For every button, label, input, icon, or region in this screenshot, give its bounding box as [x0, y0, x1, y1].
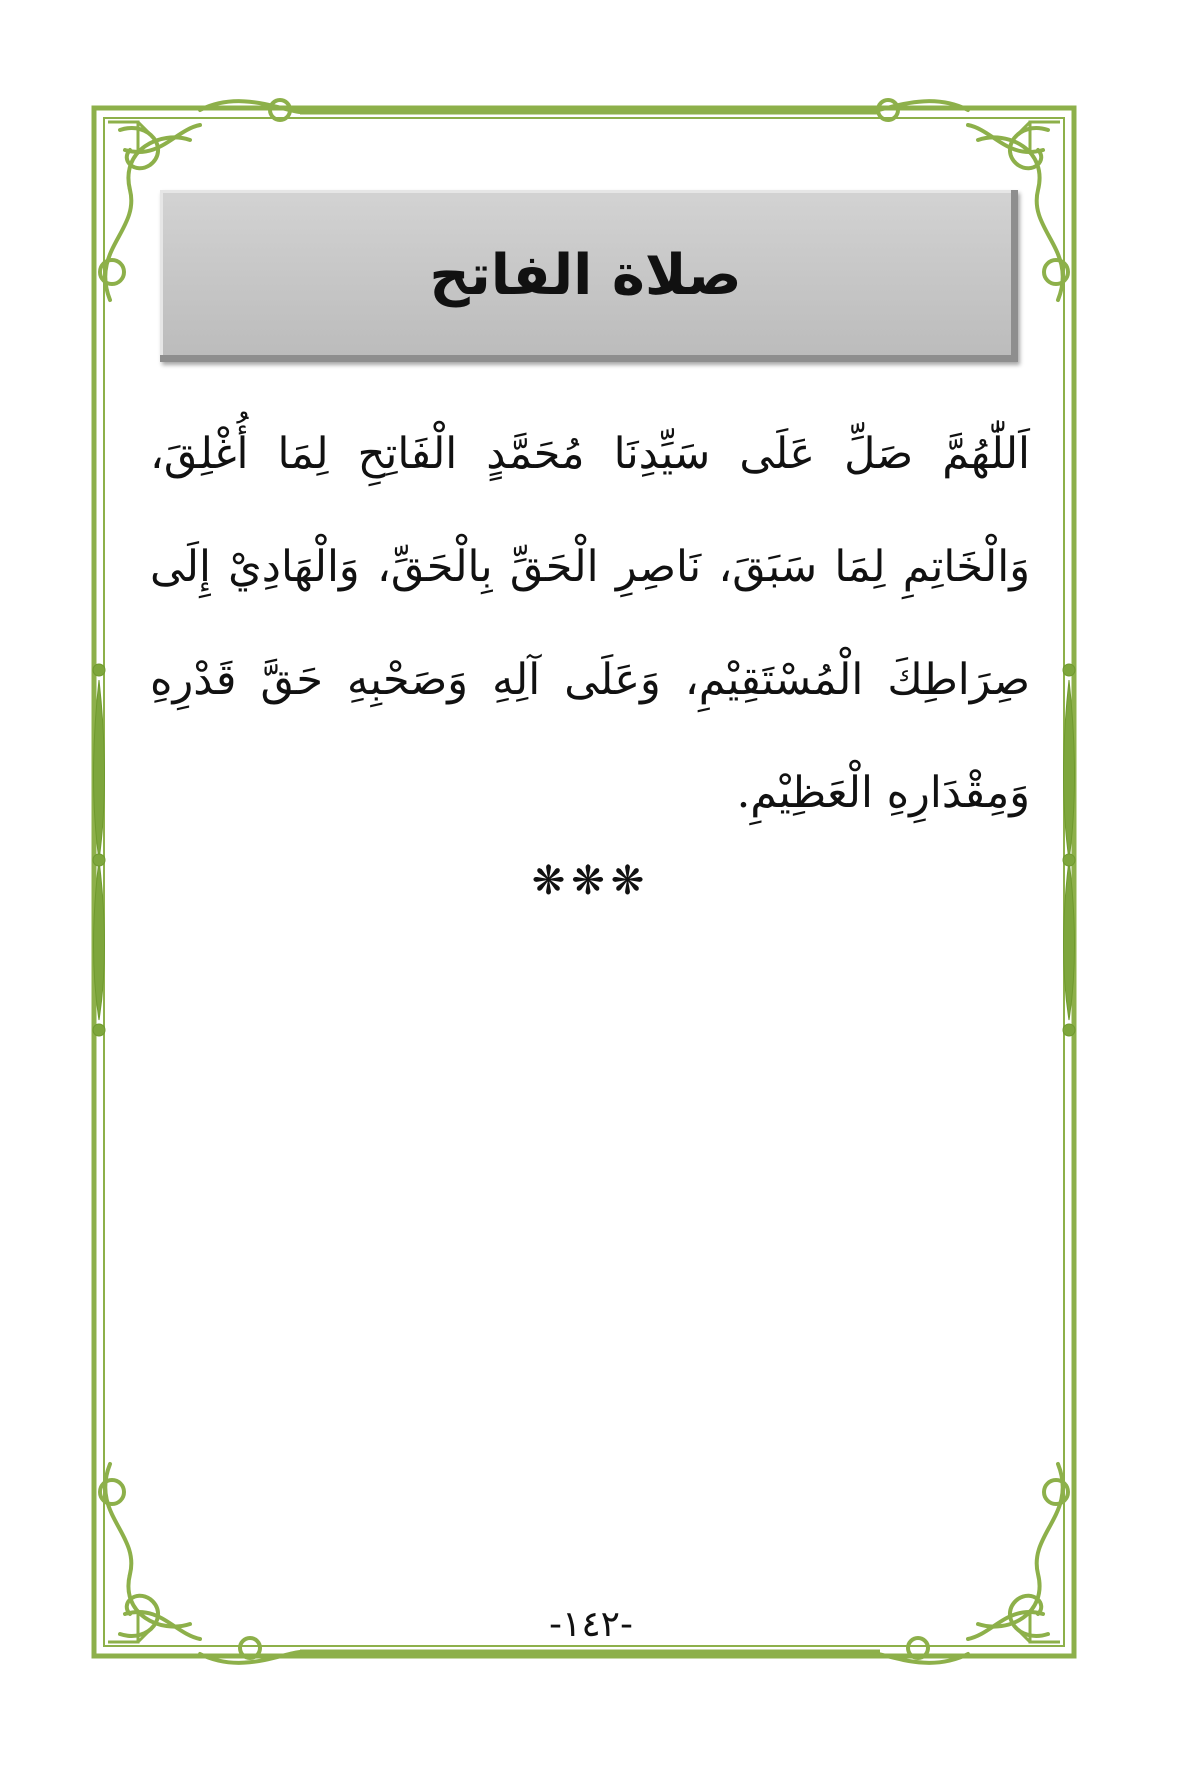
page-title: صلاة الفاتح	[429, 243, 742, 308]
title-banner	[160, 190, 1018, 362]
page-number: -١٤٢-	[548, 1604, 633, 1645]
section-separator: ❋❋❋	[531, 858, 651, 904]
prayer-text: اَللّٰهُمَّ صَلِّ عَلَى سَيِّدِنَا مُحَمَّدٍ الْفَاتِحِ لِمَا أُغْلِقَ، وَالْخَاتِمِ لِمَا سَبَقَ، نَاصِرِ الْحَقِّ بِالْحَقِّ، وَالْهَادِيْ إِلَى صِرَاطِكَ الْمُسْتَقِيْمِ، وَعَلَى آلِهِ وَصَحْبِهِ حَقَّ قَدْرِهِ وَمِقْدَارِهِ الْعَظِيْمِ.	[150, 429, 1030, 818]
